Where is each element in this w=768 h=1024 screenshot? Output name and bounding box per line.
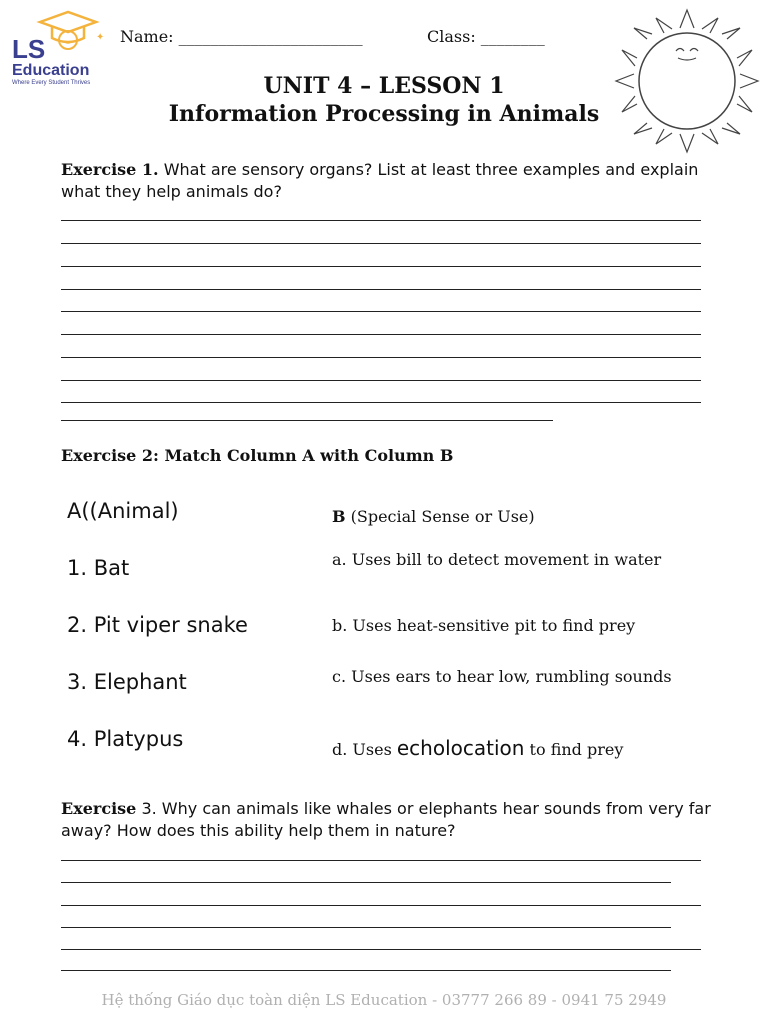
unit-title: UNIT 4 – LESSON 1: [263, 73, 505, 99]
answer-line[interactable]: [61, 970, 671, 971]
answer-line[interactable]: [61, 289, 701, 290]
animal-item: 4. Platypus: [67, 727, 184, 751]
answer-line[interactable]: [61, 334, 701, 335]
column-b-header: [332, 507, 535, 526]
logo-ls: LS: [12, 34, 46, 64]
lesson-title: Information Processing in Animals: [168, 101, 600, 127]
animal-item: 1. Bat: [67, 556, 130, 580]
exercise-3-label: Exercise: [61, 799, 137, 818]
footer-contact: Hệ thống Giáo dục toàn diện LS Education - 03777 266 89 - 0941 75 2949: [101, 991, 667, 1009]
answer-line[interactable]: [61, 311, 701, 312]
animal-item: 2. Pit viper snake: [67, 613, 248, 637]
answer-line[interactable]: [61, 266, 701, 267]
sense-d-suffix: to find prey: [524, 740, 624, 759]
answer-line[interactable]: [61, 402, 701, 403]
logo-tagline: Where Every Student Thrives: [12, 80, 91, 86]
answer-line[interactable]: [61, 905, 701, 906]
sense-item: a. Uses bill to detect movement in water: [332, 550, 662, 569]
sense-item-d: [332, 736, 623, 760]
answer-line[interactable]: [61, 220, 701, 221]
sense-d-keyword: echolocation: [396, 736, 525, 760]
class-field-label: Class: ________: [427, 27, 545, 46]
answer-line[interactable]: [61, 860, 701, 861]
exercise-2-heading: Exercise 2: Match Column A with Column B: [61, 446, 454, 465]
name-field-label: Name: _______________________: [120, 27, 363, 46]
answer-line[interactable]: [61, 927, 671, 928]
answer-line[interactable]: [61, 243, 701, 244]
column-a-header: A((Animal): [67, 499, 179, 523]
svg-text:✦: ✦: [96, 32, 105, 43]
column-b-title: (Special Sense or Use): [345, 507, 535, 526]
sense-d-prefix: d. Uses: [332, 740, 397, 759]
logo-education: Education: [12, 62, 90, 79]
exercise-1-label: Exercise 1.: [61, 160, 159, 179]
exercise-1-prompt: [61, 159, 711, 203]
exercise-3-prompt: [61, 798, 711, 842]
sense-item: c. Uses ears to hear low, rumbling sounds: [332, 667, 672, 686]
sense-item: b. Uses heat-sensitive pit to find prey: [332, 616, 636, 635]
answer-line[interactable]: [61, 357, 701, 358]
answer-line[interactable]: [61, 882, 671, 883]
column-b-letter: B: [332, 507, 346, 526]
answer-line[interactable]: [61, 949, 701, 950]
exercise-3-text: 3. Why can animals like whales or elephants hear sounds from very far away? How does this ability help them in nature?: [61, 799, 711, 840]
exercise-1-text: What are sensory organs? List at least three examples and explain what they help animals do?: [61, 160, 699, 201]
answer-line[interactable]: [61, 420, 553, 421]
answer-line[interactable]: [61, 380, 701, 381]
animal-item: 3. Elephant: [67, 670, 187, 694]
